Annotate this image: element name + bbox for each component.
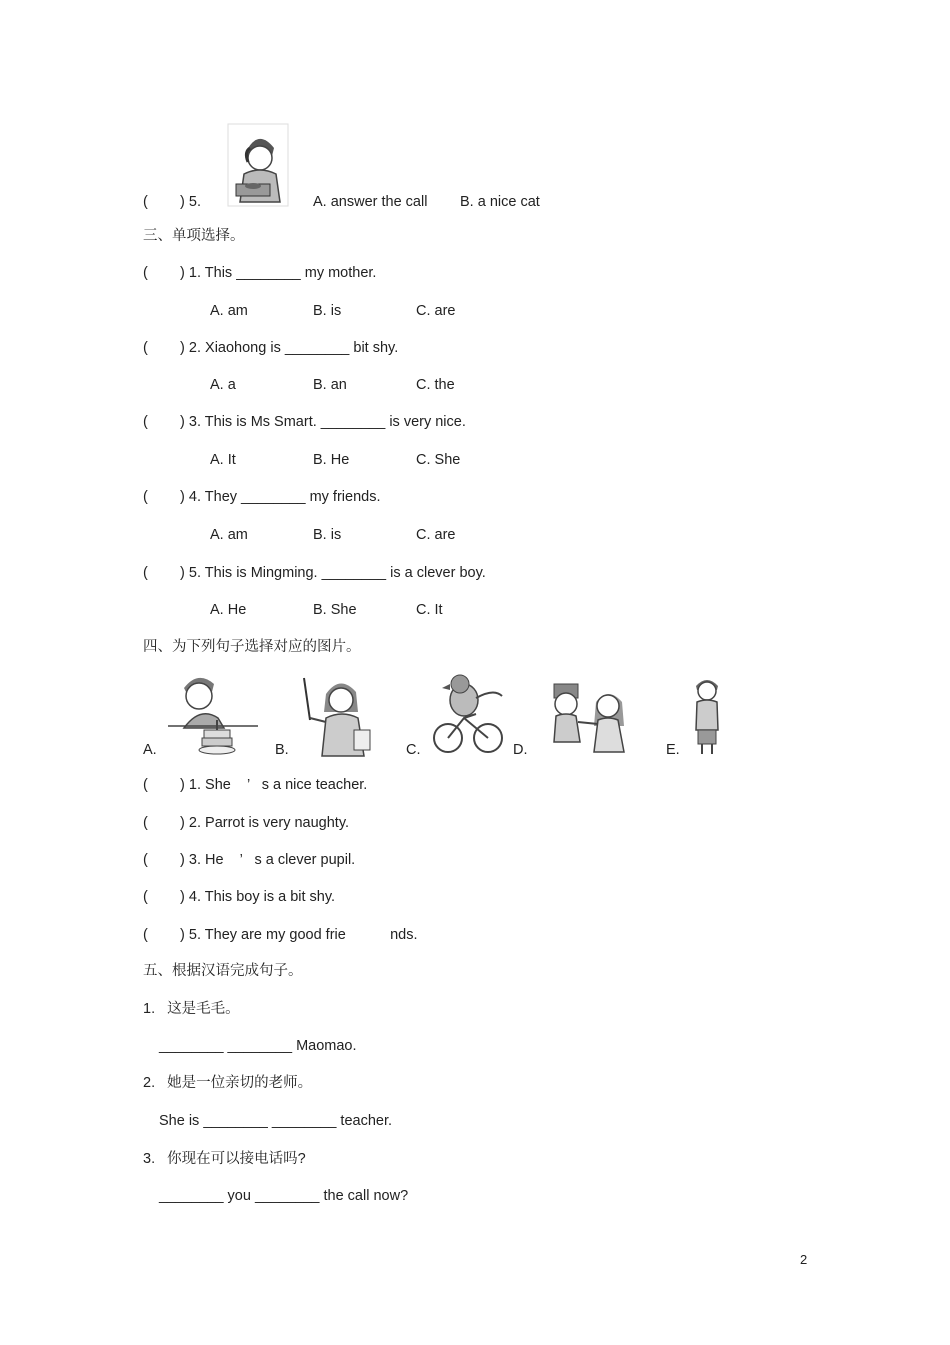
s3-q3-stem: ( ) 3. This is Ms Smart. ________ is very nice. [143,414,466,430]
s3-q4-option-a: A. am [210,527,248,543]
q2-item5-option-a: A. answer the call [313,194,428,210]
picture-c-label: C. [406,742,421,758]
s3-q2-option-a: A. a [210,377,236,393]
s4-item1: ( ) 1. She ’ s a nice teacher. [143,777,368,793]
s4-item4: ( ) 4. This boy is a bit shy. [143,889,336,905]
s3-q2-option-c: C. the [416,377,455,393]
q2-item5-option-b: B. a nice cat [460,194,540,210]
boy-with-cake-icon [166,668,260,758]
section5-heading: 五、根据汉语完成句子。 [143,963,303,979]
teacher-with-pointer-icon [298,672,378,758]
s4-item3: ( ) 3. He ’ s a clever pupil. [143,852,356,868]
s3-q5-option-a: A. He [210,602,247,618]
s3-q5-stem: ( ) 5. This is Mingming. ________ is a clever boy. [143,565,486,581]
s3-q4-stem: ( ) 4. They ________ my friends. [143,489,381,505]
s3-q3-option-b: B. He [313,452,350,468]
q2-item5-stem: ( ) 5. [143,194,202,210]
s3-q1-option-b: B. is [313,303,342,319]
s5-item3-answer: ________ you ________ the call now? [159,1188,409,1204]
s3-q2-option-b: B. an [313,377,347,393]
boy-on-phone-icon [226,122,290,208]
s3-q1-stem: ( ) 1. This ________ my mother. [143,265,377,281]
s3-q1-option-a: A. am [210,303,248,319]
picture-d-label: D. [513,742,528,758]
s3-q4-option-b: B. is [313,527,342,543]
boy-and-girl-icon [544,682,634,754]
s3-q3-option-a: A. It [210,452,236,468]
s3-q4-option-c: C. are [416,527,456,543]
s3-q3-option-c: C. She [416,452,461,468]
section3-heading: 三、单项选择。 [143,228,245,244]
picture-b-label: B. [275,742,289,758]
page-number: 2 [800,1252,808,1267]
picture-e-label: E. [666,742,680,758]
shy-boy-icon [690,674,724,756]
s4-item5: ( ) 5. They are my good frie nds. [143,927,418,943]
parrot-on-bicycle-icon [430,670,506,756]
picture-a-label: A. [143,742,157,758]
section4-heading: 四、为下列句子选择对应的图片。 [143,639,361,655]
s4-item2: ( ) 2. Parrot is very naughty. [143,815,350,831]
s5-item1-answer: ________ ________ Maomao. [159,1038,357,1054]
s5-item2-prompt: 2. 她是一位亲切的老师。 [143,1075,313,1091]
s3-q5-option-c: C. It [416,602,443,618]
s5-item3-prompt: 3. 你现在可以接电话吗? [143,1151,306,1167]
s5-item1-prompt: 1. 这是毛毛。 [143,1001,240,1017]
s3-q2-stem: ( ) 2. Xiaohong is ________ bit shy. [143,340,399,356]
s3-q1-option-c: C. are [416,303,456,319]
s5-item2-answer: She is ________ ________ teacher. [159,1113,393,1129]
s3-q5-option-b: B. She [313,602,357,618]
